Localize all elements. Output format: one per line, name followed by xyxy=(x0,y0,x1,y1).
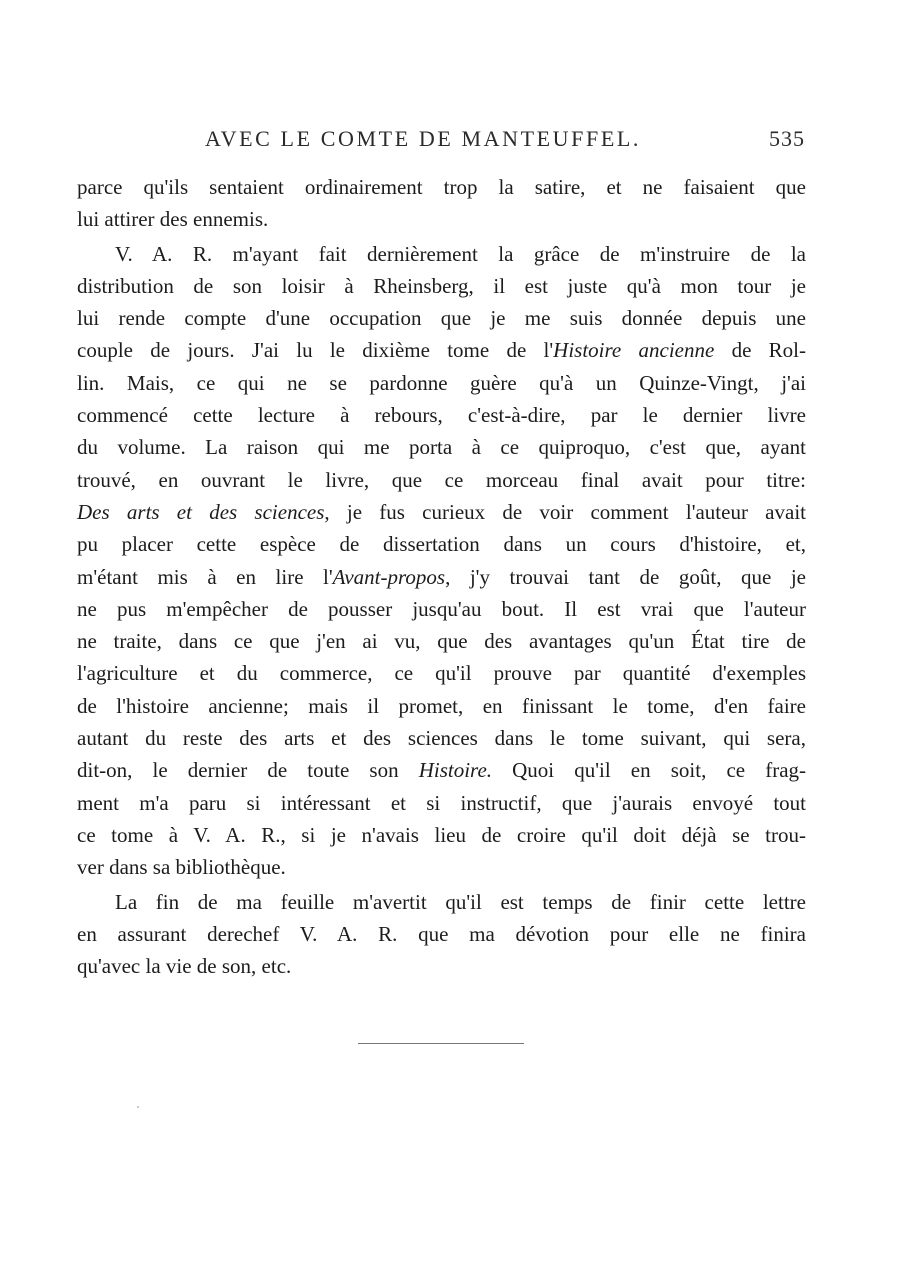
end-of-letter-rule xyxy=(358,1043,524,1044)
text-line: lui attirer des ennemis. xyxy=(77,207,269,232)
text-line: La fin de ma feuille m'avertit qu'il est temps de finir cette lettre xyxy=(115,889,806,914)
text-line: pu placer cette espèce de dissertation dans un cours d'histoire, et, xyxy=(77,532,806,557)
text-line: ne pus m'empêcher de pousser jusqu'au bout. Il est vrai que l'auteur xyxy=(77,596,806,621)
text-line: l'agriculture et du commerce, ce qu'il prouve par quantité d'exemples xyxy=(77,661,806,686)
text-line: autant du reste des arts et des sciences dans le tome suivant, qui sera, xyxy=(77,726,806,751)
text-line xyxy=(77,496,806,528)
text-line: commencé cette lecture à rebours, c'est-à-dire, par le dernier livre xyxy=(77,403,806,428)
letter-text xyxy=(77,171,806,982)
paragraph-1 xyxy=(77,171,806,236)
section-title-italic: Avant-propos xyxy=(332,564,446,589)
text-line: en assurant derechef V. A. R. que ma dévotion pour elle ne finira xyxy=(77,921,806,946)
text-line: qu'avec la vie de son, etc. xyxy=(77,954,292,979)
text-segment: m'étant mis à en lire l' xyxy=(77,564,333,589)
book-title-italic: Histoire. xyxy=(418,758,493,783)
text-segment: couple de jours. J'ai lu le dixième tome de l' xyxy=(77,338,554,363)
text-line: lin. Mais, ce qui ne se pardonne guère qu'à un Quinze-Vingt, j'ai xyxy=(77,370,806,395)
text-line: du volume. La raison qui me porta à ce quiproquo, c'est que, ayant xyxy=(77,435,806,460)
text-segment: , j'y trouvai tant de goût, que je xyxy=(445,564,806,589)
paper-speck xyxy=(137,1106,139,1108)
text-segment: dit-on, le dernier de toute son xyxy=(77,758,419,783)
chapter-title-italic: Des arts et des sciences xyxy=(77,499,325,524)
text-line: ver dans sa bibliothèque. xyxy=(77,855,286,880)
text-line: lui rende compte d'une occupation que je me suis donnée depuis une xyxy=(77,306,806,331)
text-line xyxy=(77,334,806,366)
text-line xyxy=(77,561,806,593)
text-line: V. A. R. m'ayant fait dernièrement la grâce de m'instruire de la xyxy=(115,241,806,266)
book-title-italic: Histoire ancienne xyxy=(553,338,715,363)
text-line: de l'histoire ancienne; mais il promet, en finissant le tome, d'en faire xyxy=(77,693,806,718)
text-line xyxy=(77,754,806,786)
text-segment: de Rol- xyxy=(714,338,806,363)
text-line: parce qu'ils sentaient ordinairement trop la satire, et ne faisaient que xyxy=(77,175,806,199)
page-number: 535 xyxy=(769,126,805,151)
text-line: distribution de son loisir à Rheinsberg, il est juste qu'à mon tour je xyxy=(77,273,806,298)
text-line: ne traite, dans ce que j'en ai vu, que des avantages qu'un État tire de xyxy=(77,629,806,654)
running-head xyxy=(0,126,900,156)
paragraph-2 xyxy=(77,238,806,884)
running-title: AVEC LE COMTE DE MANTEUFFEL. xyxy=(205,126,642,151)
text-segment: Quoi qu'il en soit, ce frag- xyxy=(492,758,807,783)
text-line: trouvé, en ouvrant le livre, que ce morceau final avait pour titre: xyxy=(77,467,806,492)
text-line: ment m'a paru si intéressant et si instructif, que j'aurais envoyé tout xyxy=(77,790,806,815)
paragraph-3 xyxy=(77,886,806,983)
text-line: ce tome à V. A. R., si je n'avais lieu de croire qu'il doit déjà se trou- xyxy=(77,822,806,847)
text-segment: , je fus curieux de voir comment l'auteur avait xyxy=(324,499,806,524)
